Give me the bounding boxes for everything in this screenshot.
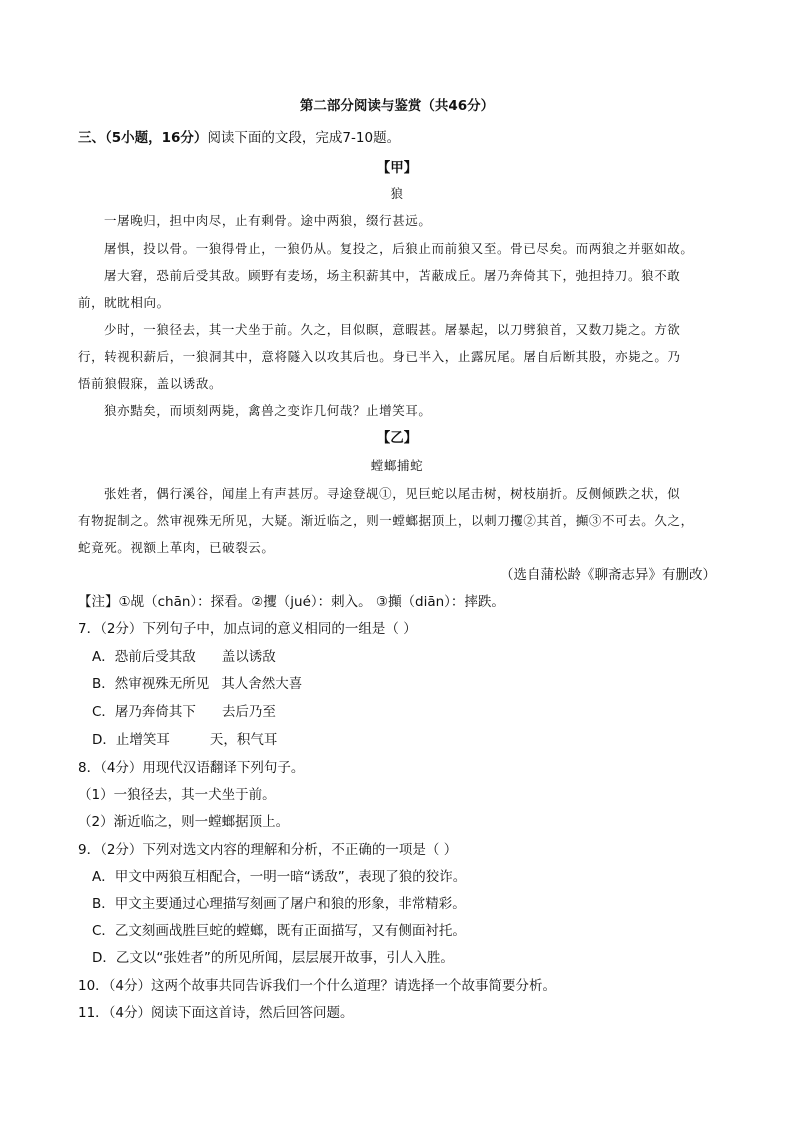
section-header — [78, 128, 400, 148]
passage-b-line: 蛇竟死。视额上革肉，已破裂云。 — [78, 540, 275, 555]
passage-a-line: 悟前狼假寐，盖以诱敌。 — [78, 376, 223, 391]
passage-b-line: 张姓者，偶行溪谷，闻崖上有声甚厉。寻途登觇①，见巨蛇以尾击树，树枝崩折。反侧倾跌之状，似 — [104, 486, 681, 501]
question-9-option: A．甲文中两狼互相配合，一明一暗“诱敌”，表现了狼的狡诈。 — [92, 869, 467, 885]
question-9-stem: 9．（2分）下列对选文内容的理解和分析，不正确的一项是（ ） — [78, 842, 458, 858]
question-9-option: D．乙文以“张姓者”的所见所闻，层层展开故事，引人入胜。 — [92, 950, 454, 966]
annotation-note: 【注】①觇（chān）：探看。②攫（jué）：刺入。 ③攧（diān）：摔跌。 — [78, 594, 505, 610]
passage-b-title: 螳螂捕蛇 — [370, 458, 424, 473]
question-9-option: B．甲文主要通过心理描写刻画了屠户和狼的形象，非常精彩。 — [92, 896, 466, 912]
question-10: 10．（4分）这两个故事共同告诉我们一个什么道理？请选择一个故事简要分析。 — [78, 978, 557, 994]
question-7-option: D．止增笑耳 天，积气耳 — [92, 732, 278, 748]
passage-a-line: 前，眈眈相向。 — [78, 295, 170, 310]
passage-a-title: 狼 — [390, 186, 404, 201]
passage-b-source: （选自蒲松龄《聊斋志异》有删改） — [500, 567, 716, 583]
passage-b-marker: 【乙】 — [376, 430, 418, 446]
passage-a-line: 一屠晚归，担中肉尽，止有剩骨。途中两狼，缀行甚远。 — [104, 213, 432, 228]
part-title: 第二部分阅读与鉴赏（共46分） — [299, 98, 495, 114]
question-11: 11．（4分）阅读下面这首诗，然后回答问题。 — [78, 1005, 354, 1021]
passage-b-line: 有物捉制之。然审视殊无所见，大疑。渐近临之，则一螳螂据顶上，以刺刀攫②其首，攧③不可去。久之， — [78, 513, 694, 528]
question-8-item: （1）一狼径去，其一犬坐于前。 — [78, 787, 276, 803]
section-instruction: 阅读下面的文段，完成7-10题。 — [207, 130, 401, 146]
passage-a-marker: 【甲】 — [376, 160, 418, 176]
passage-a-line: 行，转视积薪后，一狼洞其中，意将隧入以攻其后也。身已半入，止露尻尾。屠自后断其股，亦毙之。乃 — [78, 349, 681, 364]
section-label: 三、（5小题，16分） — [78, 130, 208, 146]
question-7-option: B．然审视殊无所见 其人舍然大喜 — [92, 676, 303, 692]
question-8-item: （2）渐近临之，则一螳螂据顶上。 — [78, 814, 290, 830]
question-9-option: C．乙文刻画战胜巨蛇的螳螂，既有正面描写，又有侧面衬托。 — [92, 923, 466, 939]
question-8-stem: 8．（4分）用现代汉语翻译下列句子。 — [78, 760, 305, 776]
question-7-stem: 7．（2分）下列句子中，加点词的意义相同的一组是（ ） — [78, 621, 417, 637]
passage-a-line: 屠大窘，恐前后受其敌。顾野有麦场，场主积薪其中，苫蔽成丘。屠乃奔倚其下，弛担持刀。狼不敢 — [104, 268, 681, 283]
passage-a-line: 少时，一狼径去，其一犬坐于前。久之，目似瞑，意暇甚。屠暴起，以刀劈狼首，又数刀毙之。方欲 — [104, 322, 681, 337]
question-7-option: C．屠乃奔倚其下 去后乃至 — [92, 704, 276, 720]
passage-a-line: 狼亦黠矣，而顷刻两毙，禽兽之变诈几何哉？止增笑耳。 — [104, 403, 432, 418]
passage-a-line: 屠惧，投以骨。一狼得骨止，一狼仍从。复投之，后狼止而前狼又至。骨已尽矣。而两狼之并驱如故。 — [104, 241, 694, 256]
question-7-option: A．恐前后受其敌 盖以诱敌 — [92, 649, 276, 665]
